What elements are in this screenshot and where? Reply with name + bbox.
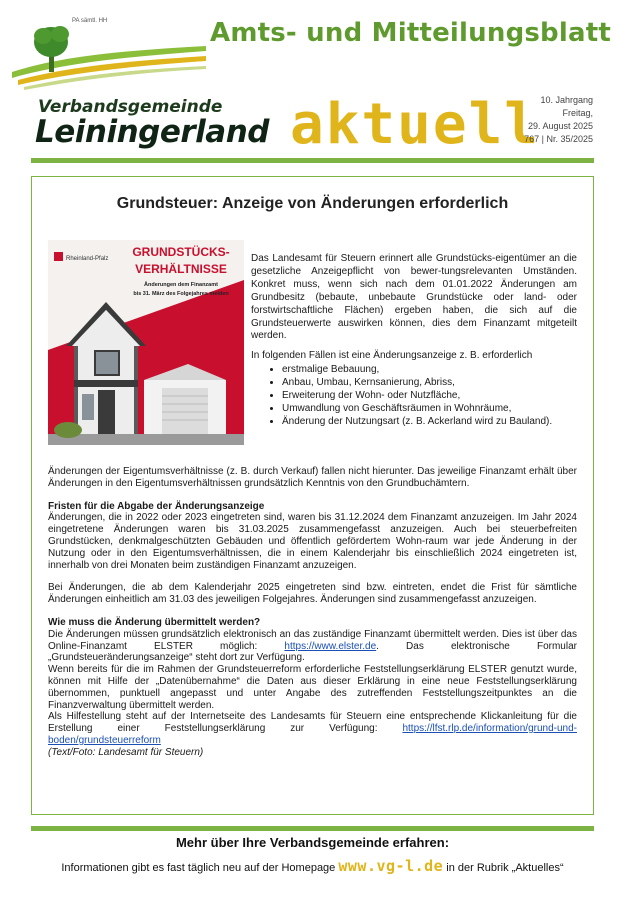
list-item: • Anbau, Umbau, Kernsanierung, Abriss, bbox=[282, 377, 577, 390]
footer-text-before: Informationen gibt es fast täglich neu auf der Homepage bbox=[61, 862, 336, 874]
footer-heading: Mehr über Ihre Verbandsgemeinde erfahren: bbox=[175, 835, 450, 850]
deadlines-subheading: Fristen für die Abgabe der Änderungsanzeige bbox=[48, 500, 265, 512]
article-body bbox=[48, 466, 577, 759]
issue-info bbox=[483, 94, 593, 146]
poster-brand: Rheinland-Pfalz bbox=[66, 256, 109, 262]
leiningerland-logo bbox=[8, 20, 208, 90]
issue-weekday: Freitag, bbox=[562, 108, 593, 118]
aktuell-wordmark: aktuell bbox=[290, 92, 541, 157]
photo-credit: (Text/Foto: Landesamt für Steuern) bbox=[48, 746, 204, 758]
issue-number: 767 | Nr. 35/2025 bbox=[524, 134, 593, 144]
transmission-text-b: . Das elektronische Formular „Grundsteueränderungsanzeige“ steht dort zur Verfügung. bbox=[48, 640, 577, 664]
poster-graphic bbox=[48, 240, 244, 445]
poster-subtitle-2: bis 31. März des Folgejahres melden bbox=[133, 291, 229, 297]
article-intro bbox=[251, 253, 577, 429]
intro-paragraph: Das Landesamt für Steuern erinnert alle Grundstücks-eigentümer an die gesetzliche Anzeigepflicht von bewer-tungsrelevanten Umständen. Konkret muss, wenn sich nach dem 01.01.2022 Änderungen am Grundbesitz (bebaute, unbebaute Grundstücke oder land- oder forstwirtschaftliche Flächen) ergeben haben, die sich auf die Grundsteuerwerte auswirken können, dies dem Finanzamt mitgeteilt werden. bbox=[251, 253, 577, 342]
data-transfer-paragraph: Wenn bereits für die im Rahmen der Grundsteuerreform erforderliche Feststellungserklärung ELSTER genutzt wurde, können mit Hilfe der „Datenübernahme“ die Daten aus dieser Erklärung in eine neue Feststellungserklärung übernommen, punktuell angepasst und unter Angabe des zutreffenden Feststellungszeitpunktes an die Finanzverwaltung übermittelt werden. bbox=[48, 664, 577, 711]
masthead-title: Amts- und Mitteilungsblatt bbox=[210, 18, 611, 48]
list-item: • Erweiterung der Wohn- oder Nutzfläche, bbox=[282, 390, 577, 403]
issue-volume: 10. Jahrgang bbox=[540, 95, 593, 105]
poster-title-2: VERHÄLTNISSE bbox=[135, 262, 227, 276]
footer-info bbox=[31, 857, 594, 875]
footer-rule bbox=[31, 826, 594, 831]
cases-list bbox=[251, 364, 577, 429]
poster-subtitle-1: Änderungen dem Finanzamt bbox=[144, 282, 218, 288]
deadlines-section bbox=[48, 501, 577, 572]
postage-note: PA sämtl. HH bbox=[72, 18, 108, 24]
ownership-paragraph: Änderungen der Eigentumsverhältnisse (z. B. durch Verkauf) fallen nicht hierunter. Das jeweilige Finanzamt erhält über Änderungen in den Eigentumsverhältnissen grundsätzlich Kenntnis von den Grundbuchämtern. bbox=[48, 466, 577, 489]
list-item: • Änderung der Nutzungsart (z. B. Ackerland wird zu Bauland). bbox=[282, 416, 577, 429]
list-item: • erstmalige Bebauung, bbox=[282, 364, 577, 377]
footer-text-after: in der Rubrik „Aktuelles“ bbox=[446, 862, 564, 874]
lfst-link[interactable]: https://lfst.rlp.de/information/grund-und-boden/grundsteuerreform bbox=[48, 723, 577, 746]
transmission-text-a: Die Änderungen müssen grundsätzlich elektronisch an das zuständige Finanzamt übermittelt werden. Dies ist über das Online-Finanzamt ELSTER möglich: bbox=[48, 628, 577, 652]
deadlines-paragraph: Änderungen, die in 2022 oder 2023 eingetreten sind, waren bis 31.12.2024 dem Finanzamt anzuzeigen. Im Jahr 2024 eingetretene Änderungen waren bis 31.03.2025 zusammengefasst anzuzeigen. Auch bei steuerbefreiten Grundstücken, denkmalgeschützten Gebäuden und öffentlich gefördertem Wohn-raum war jede Änderung in der Nutzung oder in den Eigentumsverhältnissen, die in einem Kalenderjahr bis einschließlich 2024 eingetreten ist, innerhalb von drei Monaten beim zuständigen Finanzamt anzuzeigen. bbox=[48, 512, 577, 571]
cases-lead-in: In folgenden Fällen ist eine Änderungsanzeige z. B. erforderlich bbox=[251, 350, 533, 362]
transmission-subheading: Wie muss die Änderung übermittelt werden? bbox=[48, 616, 261, 628]
deadline-2025-paragraph: Bei Änderungen, die ab dem Kalenderjahr 2025 eingetreten sind bzw. eintreten, endet die Frist für sämtliche Änderungen einheitlich am 31.03 des jeweiligen Folgejahres. Änderungen sind zusammengefasst anzuzeigen. bbox=[48, 582, 577, 606]
homepage-link[interactable]: www.vg-l.de bbox=[338, 857, 444, 875]
publisher-line-2: Leiningerland bbox=[35, 114, 269, 150]
publisher-line-1: Verbandsgemeinde bbox=[38, 97, 223, 117]
elster-link[interactable]: https://www.elster.de bbox=[284, 640, 377, 652]
help-paragraph: Als Hilfestellung steht auf der Internetseite des Landesamts für Steuern eine entsprechende Klickanleitung für die Erstellung einer Feststellungserklärung zur Verfügung: bbox=[48, 711, 577, 735]
list-item: • Umwandlung von Geschäftsräumen in Wohnräume, bbox=[282, 403, 577, 416]
article-headline: Grundsteuer: Anzeige von Änderungen erforderlich bbox=[116, 195, 509, 212]
transmission-section bbox=[48, 617, 577, 759]
poster-title-1: GRUNDSTÜCKS- bbox=[132, 245, 230, 259]
issue-date: 29. August 2025 bbox=[527, 121, 593, 131]
article-image bbox=[48, 240, 244, 445]
header-rule bbox=[31, 158, 594, 163]
